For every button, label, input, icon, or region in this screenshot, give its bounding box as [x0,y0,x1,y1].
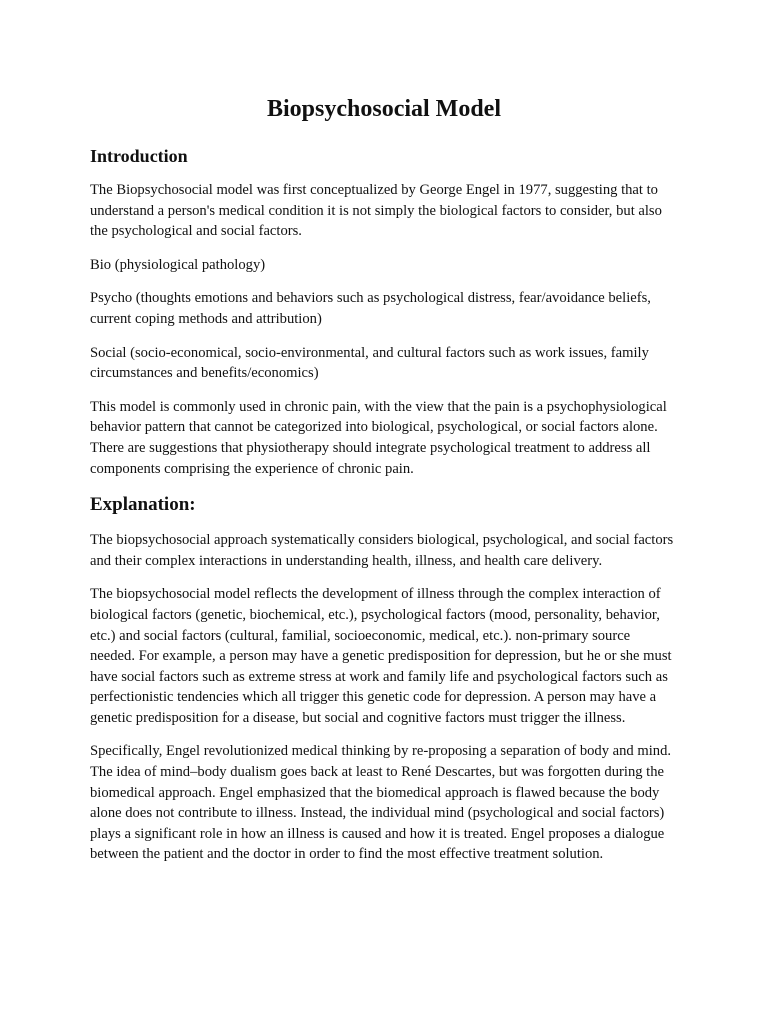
model-development-paragraph: The biopsychosocial model reflects the development of illness through the complex interaction of biological factors (genetic, biochemical, etc.), psychological factors (mood, personality, behavior, etc.) and social factors (cultural, familial, socioeconomic, medical, etc.). non-primary source needed. For example, a person may have a genetic predisposition for depression, but he or she must have social factors such as extreme stress at work and family life and psychological factors such as perfectionistic tendencies which all trigger this genetic code for depression. A person may have a genetic predisposition for a disease, but social and cognitive factors must trigger the illness. [90,586,672,726]
intro-paragraph: The Biopsychosocial model was first conceptualized by George Engel in 1977, suggesting that to understand a person's medical condition it is not simply the biological factors to consider, but also the psychological and social factors. [90,182,662,240]
document-title: Biopsychosocial Model [266,96,501,122]
chronic-pain-paragraph: This model is commonly used in chronic pain, with the view that the pain is a psychophysiological behavior pattern that cannot be categorized into biological, psychological, or social factors alone. There are suggestions that physiotherapy should integrate psychological treatment to address all components comprising the experience of chronic pain. [90,398,667,477]
explanation-section [90,492,678,865]
approach-paragraph: The biopsychosocial approach systematically considers biological, psychological, and social factors and their complex interactions in understanding health, illness, and health care delivery. [90,532,674,569]
bio-paragraph: Bio (physiological pathology) [90,256,266,273]
engel-paragraph: Specifically, Engel revolutionized medical thinking by re-proposing a separation of body and mind. The idea of mind–body dualism goes back at least to René Descartes, but was forgotten during the biomedical approach. Engel emphasized that the biomedical approach is flawed because the body alone does not contribute to illness. Instead, the individual mind (psychological and social factors) plays a significant role in how an illness is caused and how it is treated. Engel proposes a dialogue between the patient and the doctor in order to find the most effective treatment solution. [90,743,672,863]
psycho-paragraph: Psycho (thoughts emotions and behaviors such as psychological distress, fear/avoidance beliefs, current coping methods and attribution) [90,290,651,327]
social-paragraph: Social (socio-economical, socio-environmental, and cultural factors such as work issues, family circumstances and benefits/economics) [90,344,649,382]
introduction-heading: Introduction [90,146,188,166]
explanation-heading: Explanation: [90,494,196,516]
introduction-section [90,144,678,479]
